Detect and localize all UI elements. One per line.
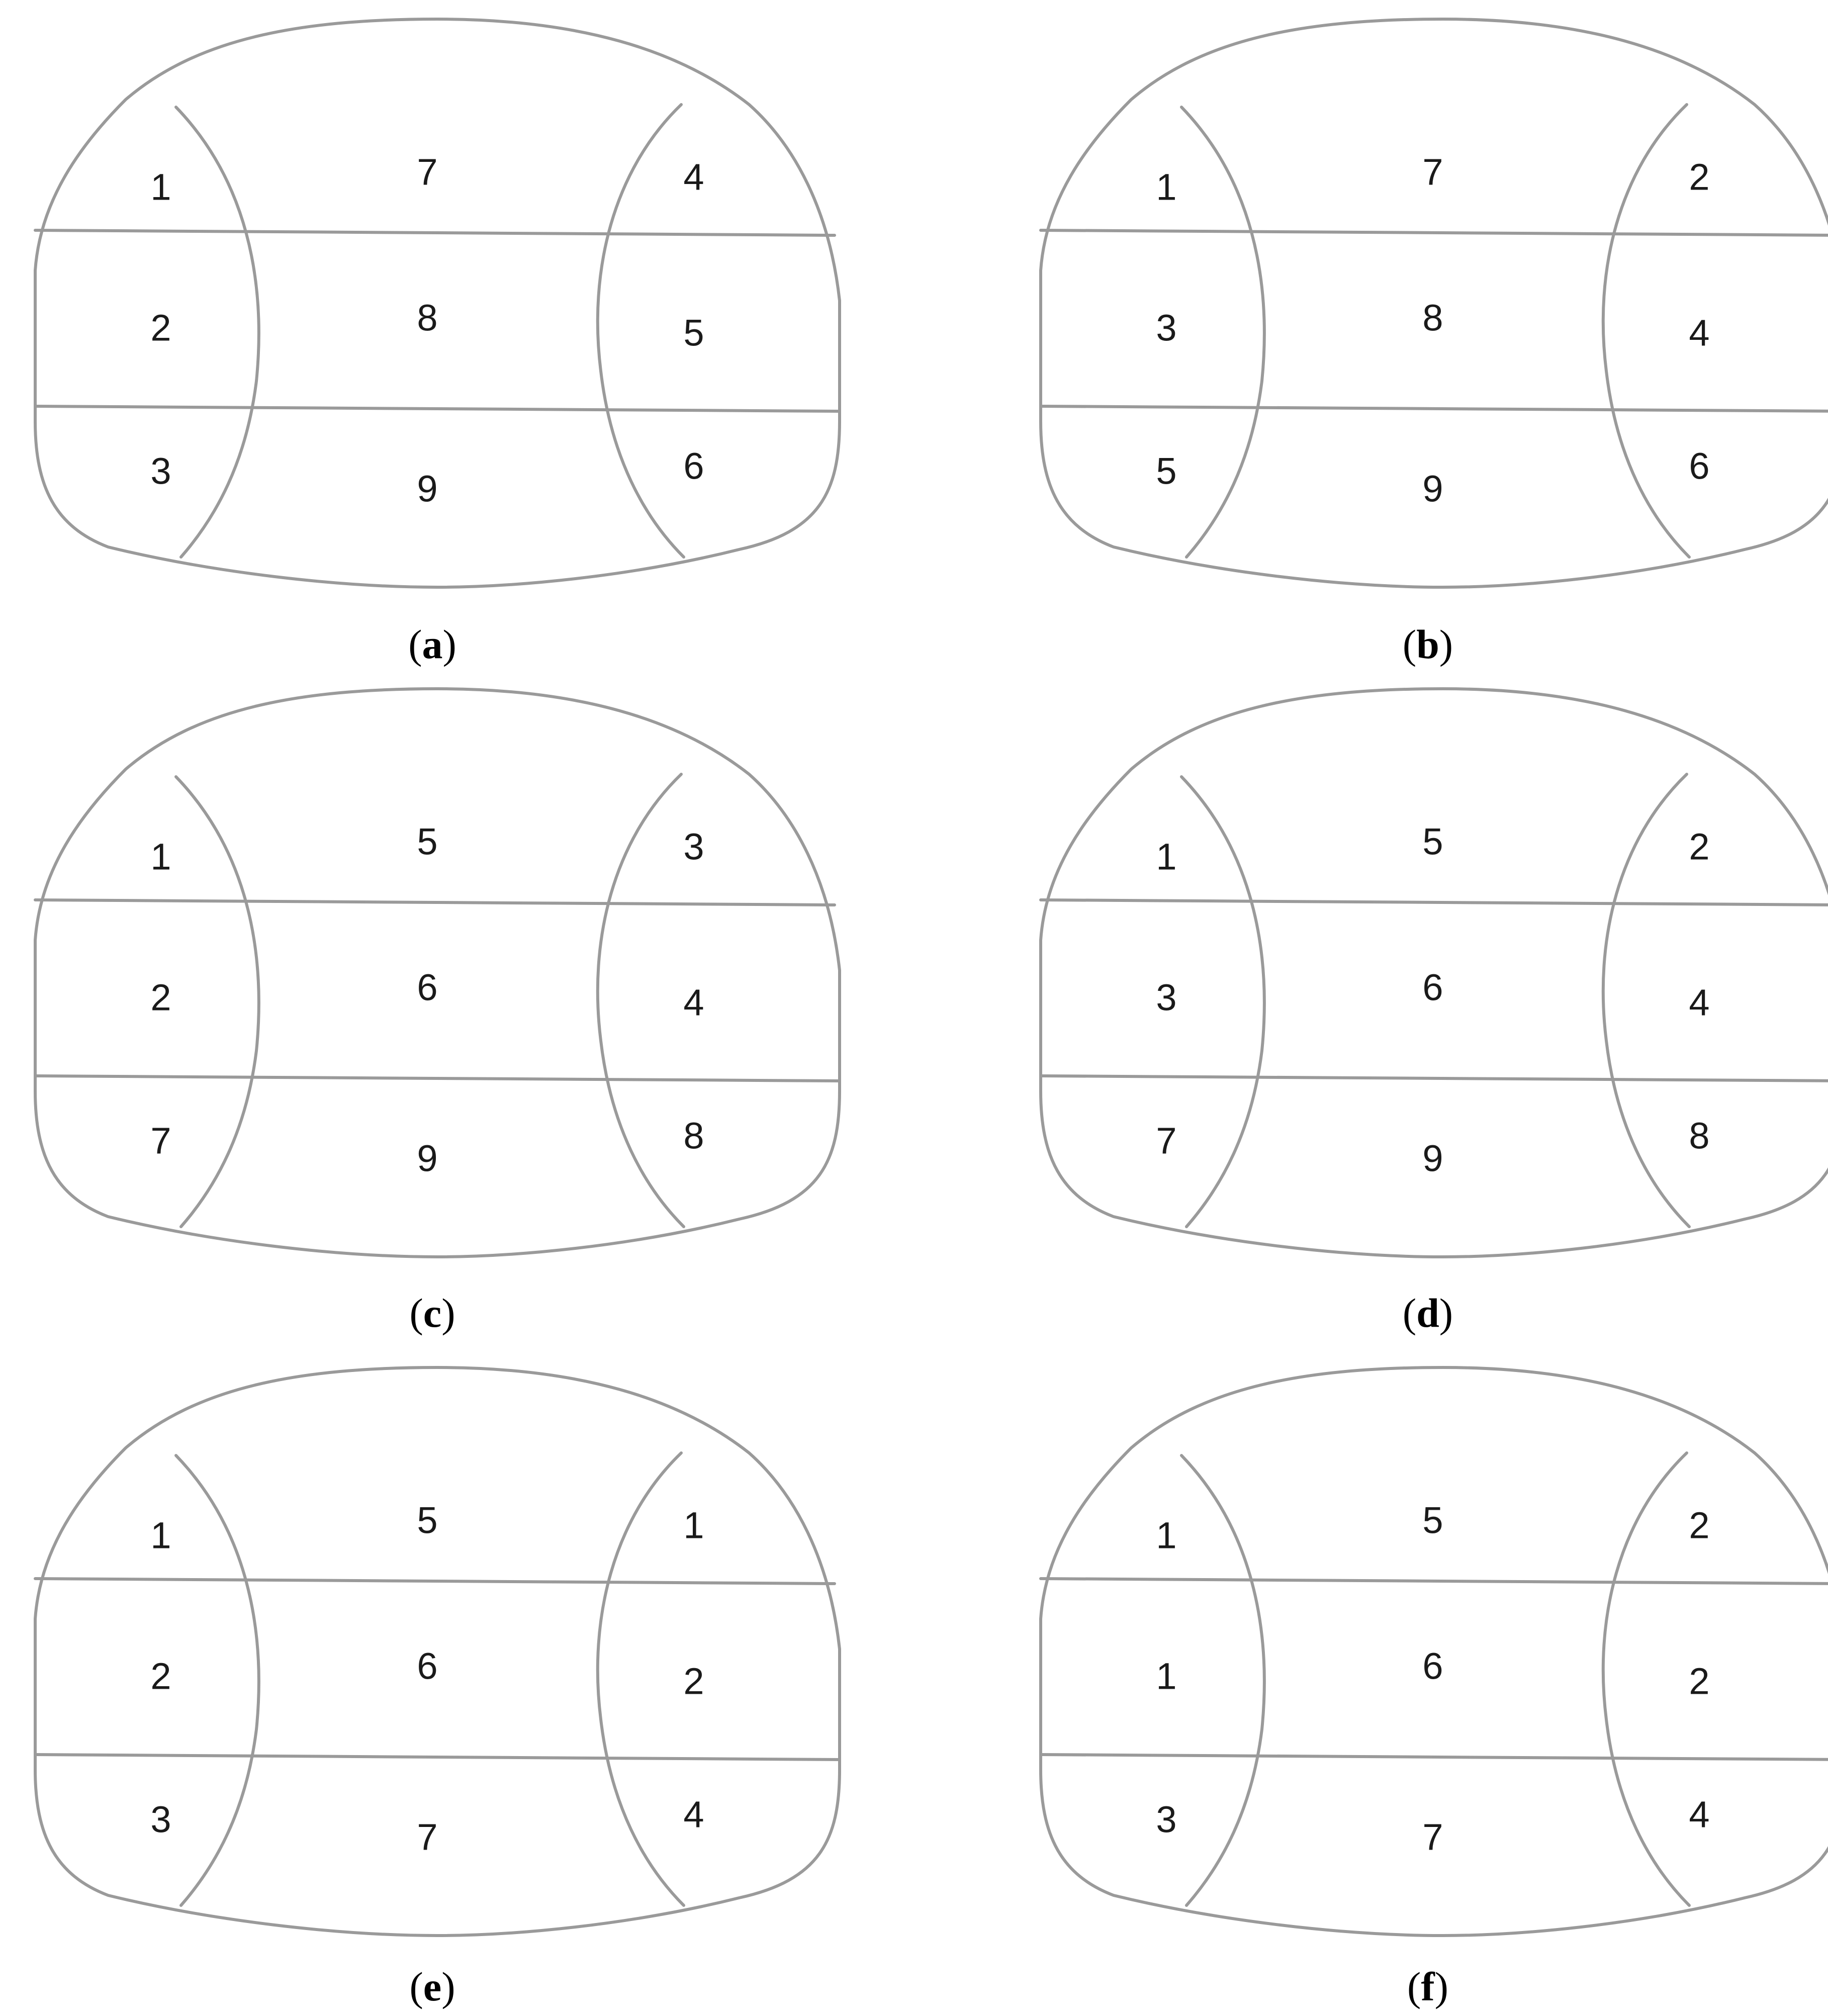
cell-label-left-mid: 1 [1156,1655,1177,1697]
panel-caption-d: (d) [1402,1290,1453,1336]
cell-label-right-mid: 2 [1689,1660,1710,1702]
cell-label-right-mid: 4 [1689,312,1710,354]
cell-label-center-top: 7 [1422,151,1443,193]
cell-label-right-bottom: 8 [683,1115,704,1157]
cell-label-right-mid: 5 [683,312,704,354]
cell-label-center-bottom: 7 [417,1816,438,1858]
cell-label-center-bottom: 9 [1422,1137,1443,1179]
cell-label-center-top: 7 [417,151,438,193]
cell-label-right-top: 2 [1689,1504,1710,1546]
cell-label-left-top: 1 [1156,166,1177,208]
cell-label-right-bottom: 6 [683,445,704,487]
cell-label-center-mid: 8 [1422,297,1443,339]
cell-label-left-bottom: 7 [1156,1120,1177,1162]
panel-caption-b: (b) [1402,621,1453,667]
cell-label-right-top: 1 [683,1504,704,1546]
cell-label-right-top: 3 [683,826,704,868]
cell-label-center-mid: 6 [417,966,438,1009]
cell-label-left-mid: 3 [1156,976,1177,1019]
cell-label-right-mid: 4 [683,981,704,1024]
cell-label-center-bottom: 9 [417,468,438,510]
panel-caption-f: (f) [1407,1963,1448,2009]
cell-label-right-top: 2 [1689,826,1710,868]
cell-label-left-bottom: 3 [150,450,171,492]
cell-label-center-top: 5 [1422,1499,1443,1541]
cell-label-center-top: 5 [417,820,438,863]
cell-label-center-mid: 6 [417,1645,438,1687]
cell-label-right-bottom: 4 [683,1793,704,1836]
cell-label-right-mid: 4 [1689,981,1710,1024]
cell-label-left-top: 1 [150,1514,171,1556]
panel-caption-c: (c) [409,1290,455,1336]
cell-label-right-top: 2 [1689,156,1710,198]
cell-label-left-top: 1 [1156,1514,1177,1556]
cell-label-left-top: 1 [150,836,171,878]
cell-label-left-top: 1 [1156,836,1177,878]
cell-label-right-bottom: 6 [1689,445,1710,487]
cell-label-left-mid: 3 [1156,307,1177,349]
cell-label-right-bottom: 8 [1689,1115,1710,1157]
cell-label-left-mid: 2 [150,976,171,1019]
cell-label-left-mid: 2 [150,1655,171,1697]
cell-label-left-bottom: 3 [1156,1798,1177,1841]
cell-label-left-mid: 2 [150,307,171,349]
cell-label-center-mid: 6 [1422,1645,1443,1687]
cell-label-right-top: 4 [683,156,704,198]
cell-label-left-bottom: 7 [150,1120,171,1162]
panel-caption-e: (e) [409,1963,455,2009]
cell-label-left-bottom: 5 [1156,450,1177,492]
cell-label-left-bottom: 3 [150,1798,171,1841]
cell-label-center-bottom: 9 [417,1137,438,1179]
cell-label-center-mid: 6 [1422,966,1443,1009]
cell-label-center-bottom: 7 [1422,1816,1443,1858]
cell-label-right-bottom: 4 [1689,1793,1710,1836]
cell-label-left-top: 1 [150,166,171,208]
cell-label-center-top: 5 [417,1499,438,1541]
cell-label-center-top: 5 [1422,820,1443,863]
cell-label-right-mid: 2 [683,1660,704,1702]
cell-label-center-bottom: 9 [1422,468,1443,510]
panel-caption-a: (a) [408,621,456,667]
cell-label-center-mid: 8 [417,297,438,339]
